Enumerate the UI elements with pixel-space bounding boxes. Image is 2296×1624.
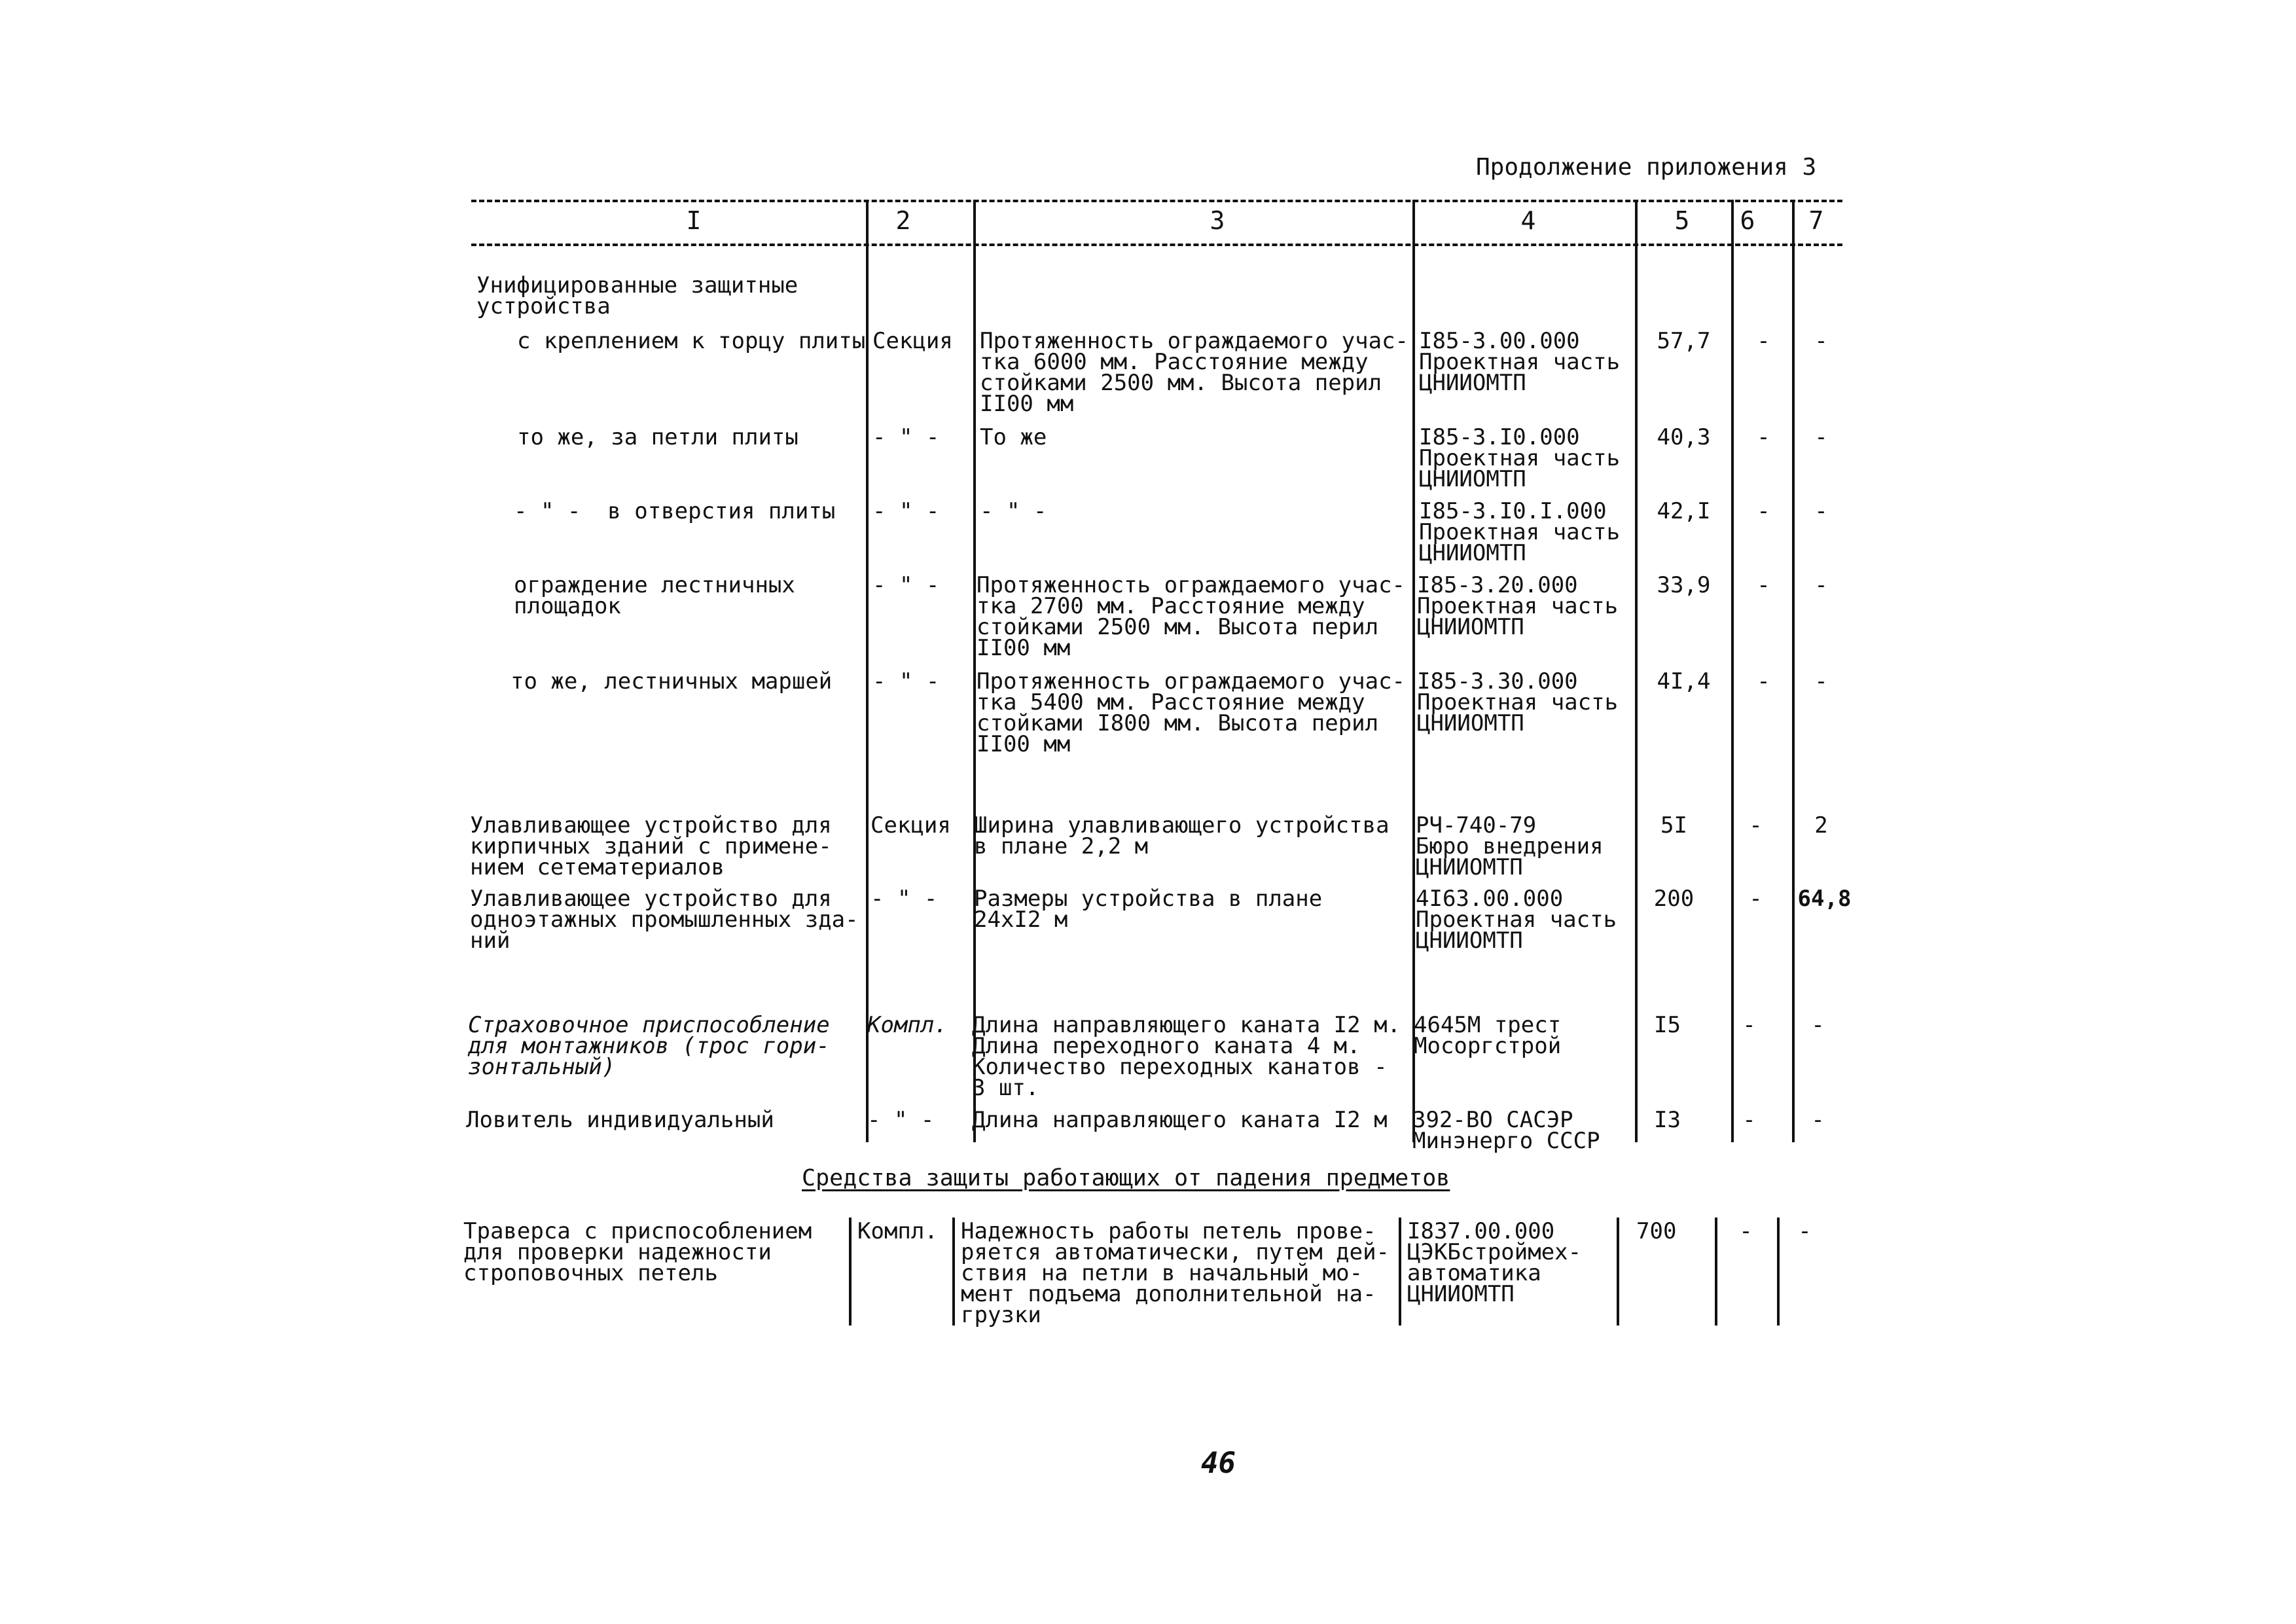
cell-unit: - " - <box>872 498 940 524</box>
cell-name: то же, за петли плиты <box>517 424 798 450</box>
cell-col5: 33,9 <box>1657 572 1711 598</box>
header-col-5: 5 <box>1674 206 1690 235</box>
cell-reference: I85-3.I0.000 Проектная часть ЦНИИОМТП <box>1419 424 1621 492</box>
cell-col5: 200 <box>1653 886 1695 912</box>
cell-col7: - <box>1814 572 1828 598</box>
cell-name: Траверса с приспособлением для проверки надежности строповочных петель <box>463 1218 812 1286</box>
cell-unit: - " - <box>872 424 940 450</box>
cell-col6: - <box>1749 886 1763 912</box>
cell-col7: - <box>1811 1012 1825 1038</box>
cell-col7: - <box>1811 1107 1825 1133</box>
cell-reference: I837.00.000 ЦЭКБстроймех- автоматика ЦНИИОМТП <box>1407 1218 1582 1307</box>
cell-name: то же, лестничных маршей <box>511 668 833 695</box>
cell-col7: 64,8 <box>1797 886 1852 912</box>
col-divider-5-6 <box>1731 200 1734 1142</box>
cell-description: Размеры устройства в плане 24хI2 м <box>974 886 1323 933</box>
table-caption: Продолжение приложения 3 <box>1476 154 1817 181</box>
cell-col7: - <box>1814 328 1828 354</box>
cell-name: - " - в отверстия плиты <box>514 498 836 524</box>
cell-col6: - <box>1757 328 1770 354</box>
section-subheading: Средства защиты работающих от падения предметов <box>802 1165 1450 1191</box>
header-col-2: 2 <box>895 206 911 235</box>
cell-reference: 4645М трест Мосоргстрой <box>1414 1012 1562 1059</box>
cell-unit: - " - <box>867 1107 935 1133</box>
cell-description: Надежность работы петель прове- ряется автоматически, путем дей- ствия на петли в начальный мо- мент подъема дополнительной на- грузки <box>961 1218 1390 1328</box>
col-divider-2-3 <box>973 200 976 1142</box>
cell-unit: Компл. <box>857 1218 938 1244</box>
col-divider-4-5 <box>1635 200 1638 1142</box>
cell-name: Улавливающее устройство для одноэтажных промышленных зда- ний <box>470 886 859 954</box>
col-divider-3-4 <box>1412 200 1415 1142</box>
cell-col7: - <box>1814 424 1828 450</box>
page-number: 46 <box>1201 1447 1236 1480</box>
header-col-3: 3 <box>1210 206 1225 235</box>
cell-description: Протяженность ограждаемого учас- тка 6000 мм. Расстояние между стойками 2500 мм. Высота перил II00 мм <box>980 328 1409 417</box>
cell-col5: I3 <box>1654 1107 1681 1133</box>
cell-description: Ширина улавливающего устройства в плане 2,2 м <box>974 812 1390 859</box>
cell-col6: - <box>1739 1218 1753 1244</box>
cell-unit: - " - <box>872 668 940 695</box>
cell-col7: 2 <box>1814 812 1828 839</box>
cell-name: Страховочное приспособление для монтажников (трос гори- зонтальный) <box>468 1012 830 1080</box>
cell-unit: Секция <box>872 328 953 354</box>
header-col-7: 7 <box>1808 206 1824 235</box>
cell-col6: - <box>1749 812 1763 839</box>
col-divider-3-4-lower <box>1399 1218 1401 1326</box>
cell-reference: I85-3.30.000 Проектная часть ЦНИИОМТП <box>1417 668 1619 736</box>
col-divider-1-2-lower <box>849 1218 852 1326</box>
cell-name: ограждение лестничных площадок <box>514 572 795 619</box>
table-row-group-heading: Унифицированные защитные устройства <box>476 272 798 319</box>
cell-col7: - <box>1798 1218 1812 1244</box>
cell-col5: 700 <box>1636 1218 1677 1244</box>
cell-reference: I85-3.00.000 Проектная часть ЦНИИОМТП <box>1419 328 1621 396</box>
cell-name: Улавливающее устройство для кирпичных зданий с примене- нием сетематериалов <box>470 812 832 880</box>
header-col-1: I <box>686 206 702 235</box>
cell-col5: 5I <box>1660 812 1687 839</box>
cell-col5: 4I,4 <box>1657 668 1711 695</box>
cell-description: Длина направляющего каната I2 м. Длина переходного каната 4 м. Количество переходных канатов - 3 шт. <box>972 1012 1401 1101</box>
cell-col6: - <box>1757 498 1770 524</box>
cell-col5: 57,7 <box>1657 328 1711 354</box>
cell-description: Протяженность ограждаемого учас- тка 5400 мм. Расстояние между стойками I800 мм. Высота перил II00 мм <box>977 668 1406 757</box>
cell-col6: - <box>1742 1012 1756 1038</box>
cell-unit: - " - <box>870 886 938 912</box>
cell-col5: 40,3 <box>1657 424 1711 450</box>
header-col-4: 4 <box>1520 206 1536 235</box>
cell-unit: Компл. <box>867 1012 948 1038</box>
col-divider-6-7 <box>1792 200 1795 1142</box>
cell-col6: - <box>1757 572 1770 598</box>
cell-name: с креплением к торцу плиты <box>517 328 866 354</box>
cell-col7: - <box>1814 498 1828 524</box>
cell-col5: I5 <box>1654 1012 1681 1038</box>
cell-description: - " - <box>980 498 1047 524</box>
cell-reference: РЧ-740-79 Бюро внедрения ЦНИИОМТП <box>1416 812 1604 880</box>
col-divider-6-7-lower <box>1777 1218 1780 1326</box>
col-divider-4-5-lower <box>1617 1218 1619 1326</box>
cell-col6: - <box>1757 668 1770 695</box>
col-divider-5-6-lower <box>1715 1218 1717 1326</box>
cell-description: То же <box>980 424 1047 450</box>
col-divider-1-2 <box>866 200 869 1142</box>
cell-col5: 42,I <box>1657 498 1711 524</box>
cell-col7: - <box>1814 668 1828 695</box>
cell-col6: - <box>1757 424 1770 450</box>
cell-description: Протяженность ограждаемого учас- тка 2700 мм. Расстояние между стойками 2500 мм. Высота перил II00 мм <box>977 572 1406 661</box>
cell-reference: I85-3.20.000 Проектная часть ЦНИИОМТП <box>1417 572 1619 640</box>
cell-unit: - " - <box>872 572 940 598</box>
cell-reference: 4I63.00.000 Проектная часть ЦНИИОМТП <box>1416 886 1617 954</box>
col-divider-2-3-lower <box>952 1218 955 1326</box>
cell-reference: 392-ВО САСЭР Минэнерго СССР <box>1412 1107 1600 1154</box>
cell-reference: I85-3.I0.I.000 Проектная часть ЦНИИОМТП <box>1419 498 1621 566</box>
cell-description: Длина направляющего каната I2 м <box>972 1107 1388 1133</box>
cell-unit: Секция <box>870 812 951 839</box>
header-col-6: 6 <box>1740 206 1755 235</box>
cell-name: Ловитель индивидуальный <box>466 1107 774 1133</box>
cell-col6: - <box>1742 1107 1756 1133</box>
